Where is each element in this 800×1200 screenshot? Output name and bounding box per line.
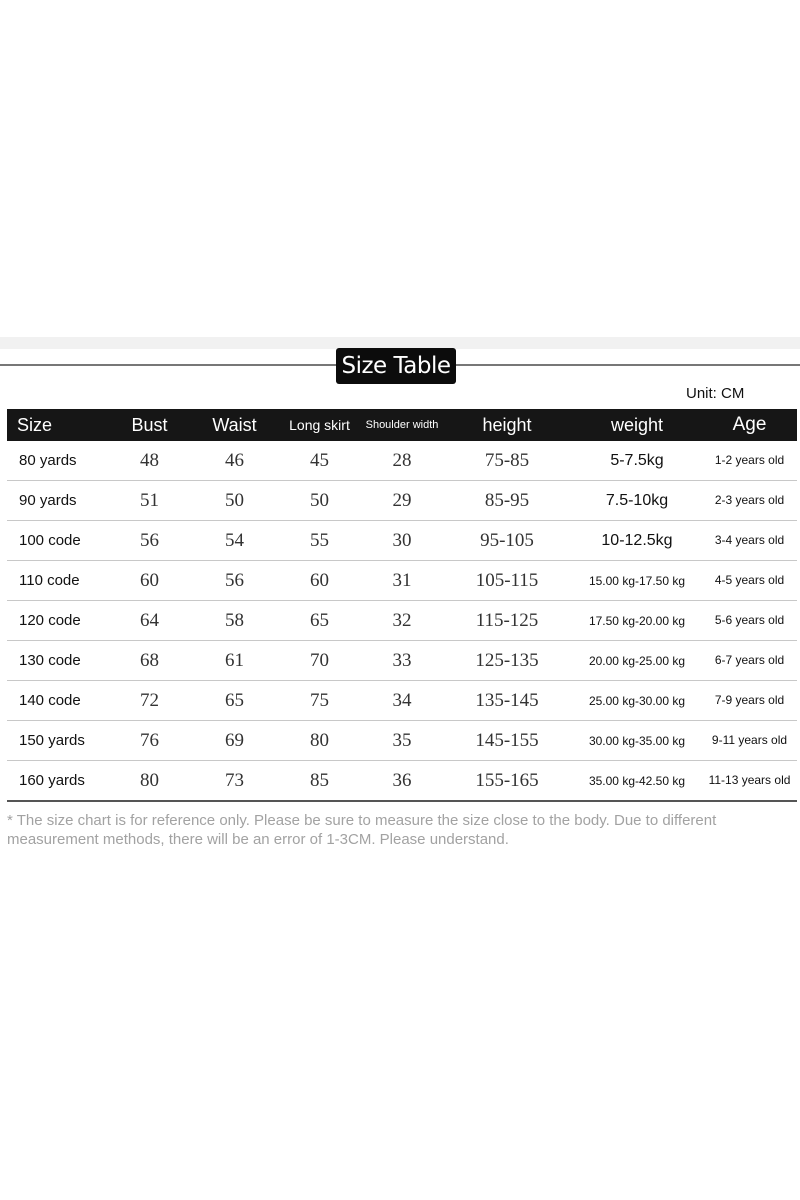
header-bust: Bust (131, 414, 168, 435)
header-height: height (482, 414, 532, 435)
table-header (7, 409, 797, 441)
header-weight: weight (610, 414, 664, 435)
long-skirt-cell: 80 (277, 721, 362, 761)
table-row (7, 561, 797, 601)
waist-cell: 73 (192, 761, 277, 802)
size-table-title: Size Table (336, 348, 456, 384)
shoulder-width-cell: 35 (362, 721, 442, 761)
weight-cell: 10-12.5kg (572, 521, 702, 561)
shoulder-width-cell: 33 (362, 641, 442, 681)
unit-label: Unit: CM (686, 385, 745, 402)
waist-cell: 58 (192, 601, 277, 641)
size-cell: 150 yards (7, 721, 107, 761)
size-table (7, 409, 797, 802)
header-size: Size (17, 414, 53, 435)
weight-cell: 17.50 kg-20.00 kg (572, 601, 702, 641)
table-row (7, 681, 797, 721)
bust-cell: 68 (107, 641, 192, 681)
table-row (7, 441, 797, 481)
weight-cell: 25.00 kg-30.00 kg (572, 681, 702, 721)
height-cell: 75-85 (442, 441, 572, 481)
height-cell: 95-105 (442, 521, 572, 561)
shoulder-width-cell: 30 (362, 521, 442, 561)
weight-cell: 35.00 kg-42.50 kg (572, 761, 702, 802)
long-skirt-cell: 55 (277, 521, 362, 561)
size-cell: 90 yards (7, 481, 107, 521)
height-cell: 135-145 (442, 681, 572, 721)
disclaimer-note: * The size chart is for reference only. Please be sure to measure the size close to the body. Due to different measurement methods, there will be an error of 1-3CM. Please understand. (7, 812, 717, 848)
table-row (7, 761, 797, 802)
height-cell: 105-115 (442, 561, 572, 601)
age-cell: 11-13 years old (702, 761, 797, 802)
shoulder-width-cell: 29 (362, 481, 442, 521)
height-cell: 125-135 (442, 641, 572, 681)
height-cell: 115-125 (442, 601, 572, 641)
waist-cell: 50 (192, 481, 277, 521)
age-cell: 6-7 years old (702, 641, 797, 681)
long-skirt-cell: 75 (277, 681, 362, 721)
size-cell: 100 code (7, 521, 107, 561)
size-cell: 140 code (7, 681, 107, 721)
header-shoulder-width: Shoulder width (365, 419, 439, 431)
shoulder-width-cell: 36 (362, 761, 442, 802)
weight-cell: 20.00 kg-25.00 kg (572, 641, 702, 681)
bust-cell: 64 (107, 601, 192, 641)
header-age: Age (732, 414, 767, 435)
height-cell: 155-165 (442, 761, 572, 802)
age-cell: 4-5 years old (702, 561, 797, 601)
long-skirt-cell: 85 (277, 761, 362, 802)
size-cell: 80 yards (7, 441, 107, 481)
shoulder-width-cell: 34 (362, 681, 442, 721)
age-cell: 3-4 years old (702, 521, 797, 561)
bust-cell: 51 (107, 481, 192, 521)
table-row (7, 641, 797, 681)
height-cell: 145-155 (442, 721, 572, 761)
weight-cell: 15.00 kg-17.50 kg (572, 561, 702, 601)
header-long-skirt: Long skirt (289, 417, 350, 433)
bust-cell: 80 (107, 761, 192, 802)
table-row (7, 521, 797, 561)
shoulder-width-cell: 28 (362, 441, 442, 481)
waist-cell: 46 (192, 441, 277, 481)
bust-cell: 72 (107, 681, 192, 721)
weight-cell: 7.5-10kg (572, 481, 702, 521)
age-cell: 7-9 years old (702, 681, 797, 721)
shoulder-width-cell: 31 (362, 561, 442, 601)
long-skirt-cell: 45 (277, 441, 362, 481)
table-row (7, 601, 797, 641)
age-cell: 2-3 years old (702, 481, 797, 521)
table-row (7, 721, 797, 761)
size-cell: 110 code (7, 561, 107, 601)
bust-cell: 48 (107, 441, 192, 481)
long-skirt-cell: 70 (277, 641, 362, 681)
bust-cell: 76 (107, 721, 192, 761)
bust-cell: 60 (107, 561, 192, 601)
age-cell: 1-2 years old (702, 441, 797, 481)
weight-cell: 5-7.5kg (572, 441, 702, 481)
waist-cell: 65 (192, 681, 277, 721)
bust-cell: 56 (107, 521, 192, 561)
age-cell: 5-6 years old (702, 601, 797, 641)
size-cell: 160 yards (7, 761, 107, 802)
waist-cell: 61 (192, 641, 277, 681)
shoulder-width-cell: 32 (362, 601, 442, 641)
table-row (7, 481, 797, 521)
long-skirt-cell: 60 (277, 561, 362, 601)
header-waist: Waist (212, 414, 257, 435)
waist-cell: 54 (192, 521, 277, 561)
long-skirt-cell: 50 (277, 481, 362, 521)
age-cell: 9-11 years old (702, 721, 797, 761)
weight-cell: 30.00 kg-35.00 kg (572, 721, 702, 761)
size-cell: 130 code (7, 641, 107, 681)
waist-cell: 69 (192, 721, 277, 761)
height-cell: 85-95 (442, 481, 572, 521)
long-skirt-cell: 65 (277, 601, 362, 641)
size-cell: 120 code (7, 601, 107, 641)
waist-cell: 56 (192, 561, 277, 601)
